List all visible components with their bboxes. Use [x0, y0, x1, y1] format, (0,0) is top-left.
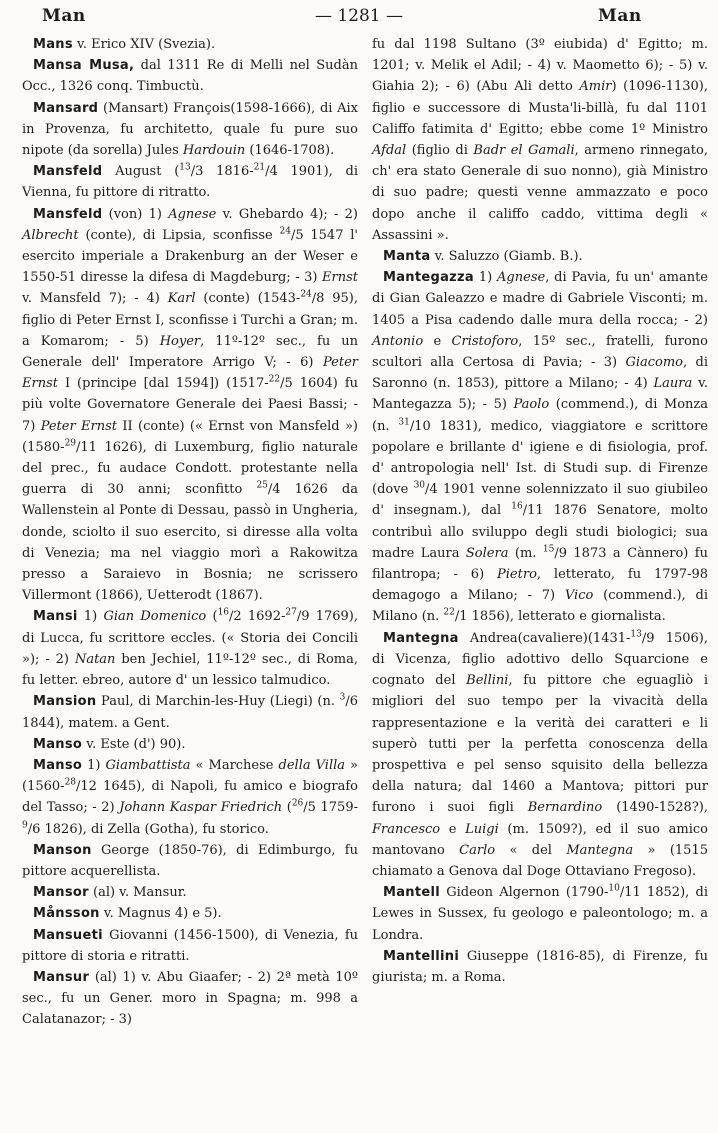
entry-headword: Mansion [33, 694, 97, 710]
entry-text: ( [282, 800, 292, 816]
entry-headword: Manso [33, 736, 83, 752]
entry-text: v. Este (d') 90). [82, 736, 186, 752]
italic-text: Albrecht [22, 227, 79, 243]
italic-text: Afdal [372, 143, 407, 159]
entry-headword: Mansfeld [33, 164, 103, 180]
italic-text: Bellini [466, 673, 509, 689]
entry-text: v. Mantegazza 5); - 5) [372, 376, 709, 413]
italic-text: Vico [564, 588, 594, 604]
dictionary-entry [22, 734, 358, 755]
dictionary-entry [22, 967, 358, 1031]
dictionary-entry [22, 691, 358, 733]
entry-text: /4 1626 da Wallenstein al Ponte di Dessau, passò in Ungheria, donde, sciolto il suo esercito, si diresse alla volta di Venezia; ma nel viaggio morì a Rakowitza presso a Saraievo in Bosnia; ne scrissero Villermont (1866), Uetterodt (1867). [22, 482, 358, 604]
entry-text: (Mansart) François(1598-1666), di Aix in Provenza, fu architetto, quale fu pure suo nipote (da sorella) Jules [22, 100, 358, 159]
entry-headword: Mantell [383, 885, 441, 901]
entry-text: (1646-1708). [245, 143, 335, 159]
entry-text: (m. 1509?), ed il suo amico mantovano [372, 821, 708, 858]
entry-text: v. Saluzzo (Giamb. B.). [430, 249, 583, 265]
entry-text: « Marchese [190, 757, 279, 773]
entry-text: e [423, 333, 452, 349]
entry-text: 1) [77, 609, 104, 625]
entry-text: v. Magnus 4) e 5). [99, 906, 222, 922]
italic-text: Natan [74, 651, 116, 667]
dictionary-entry [22, 755, 358, 840]
italic-text: Carlo [459, 842, 496, 858]
entry-headword: Mansa Musa, [33, 58, 135, 74]
dictionary-entry [22, 204, 358, 607]
entry-text: /3 1816- [190, 164, 254, 180]
entry-headword: Månsson [33, 906, 100, 922]
entry-text: v. Ghebardo 4); - 2) [216, 206, 358, 222]
entry-text: /6 1844), matem. a Gent. [22, 694, 358, 731]
entry-text: Andrea(cavaliere)(1431- [458, 630, 631, 646]
italic-text: Solera [465, 545, 509, 561]
entry-text: /9 1873 a Cànnero) fu filantropa; - 6) [372, 545, 708, 583]
entry-text: , di Pavia, fu un' amante di Gian Galeazzo e madre di Gabriele Visconti; m. 1405 a Pisa cadendo dalle mura della rocca; - 2) [372, 270, 708, 328]
entry-text: 1) [82, 757, 106, 773]
superscript: 13 [630, 629, 642, 640]
entry-headword: Manson [33, 842, 92, 858]
italic-text: Pietro [497, 567, 537, 583]
entry-text: « del [495, 842, 567, 858]
dictionary-entry [372, 246, 708, 267]
entry-text: August ( [102, 164, 180, 180]
dictionary-entry [372, 628, 708, 882]
entry-text: /4 1901), di Vienna, fu pittore di ritratto. [22, 164, 359, 201]
italic-text: Hoyer [159, 333, 201, 349]
entry-text: e [440, 821, 466, 837]
entry-text: , 11º-12º sec., fu un Generale dell' Imperatore Arrigo V; - 6) [22, 333, 358, 371]
italic-text: Karl [167, 291, 196, 307]
superscript: 9 [22, 820, 28, 831]
header-left-word: Man [42, 6, 86, 26]
entry-text: /12 1645), di Napoli, fu amico e biografo del Tasso; - 2) [22, 779, 358, 816]
italic-text: Badr el Gamali [473, 143, 575, 159]
entry-text: /4 1901 venne solennizzato il suo giubileo d' insegnam.), dal [372, 482, 708, 519]
entry-text: /9 1506), di Vicenza, figlio adottivo dello Squarcione e cognato del [372, 630, 708, 689]
italic-text: Ernst [322, 270, 358, 286]
entry-text: ) (1096-1130), figlio e successore di Musta'li-billà, fu dal 1101 Califfo fatimita d' Egitto; ebbe come 1º Ministro [372, 79, 708, 137]
italic-text: Amir [579, 79, 612, 95]
entry-headword: Mantegazza [383, 270, 474, 286]
entry-text: /6 1826), di Zella (Gotha), fu storico. [27, 821, 269, 837]
entry-text: (conte) (1543- [195, 291, 301, 307]
superscript: 13 [179, 162, 191, 173]
entry-headword: Mans [33, 37, 73, 52]
superscript: 28 [64, 777, 77, 788]
superscript: 30 [413, 480, 426, 491]
entry-text: /2 1692- [229, 609, 286, 625]
entry-headword: Mansueti [33, 927, 103, 943]
entry-text: ( [206, 609, 218, 625]
entry-text: Giuseppe (1816-85), di Firenze, fu giurista; m. a Roma. [372, 948, 708, 985]
entry-text: George (1850-76), di Edimburgo, fu pittore acquerellista. [22, 842, 358, 879]
entry-text: Paul, di Marchin-les-Huy (Liegi) (n. [96, 694, 340, 710]
entry-text: (commend.), di Monza (n. [372, 397, 708, 434]
entry-text: /8 95), figlio di Peter Ernst I, sconfisse i Turchi a Gran; m. a Komarom; - 5) [22, 291, 359, 349]
italic-text: Giambattista [105, 757, 191, 773]
italic-text: Bernardino [527, 800, 603, 816]
superscript: 22 [268, 374, 281, 385]
entry-text: /10 1831), medico, viaggiatore e scrittore popolare e brillante d' igiene e di fisiologia, prof. d' antropologia nell' Ist. di Studi sup. di Firenze (dove [372, 418, 708, 498]
entry-text: I (principe [dal 1594]) (1517- [57, 376, 269, 392]
italic-text: Peter Ernst [22, 355, 358, 392]
entry-text: /5 1759- [303, 800, 358, 816]
dictionary-entry [22, 98, 358, 162]
italic-text: Agnese [497, 270, 546, 286]
italic-text: Mantegna [566, 842, 634, 858]
italic-text: Laura [653, 376, 693, 392]
entry-text: (al) v. Mansur. [88, 885, 187, 901]
dictionary-entry [22, 606, 358, 691]
superscript: 26 [291, 798, 304, 809]
superscript: 27 [285, 608, 297, 619]
entry-text: » (1560- [22, 757, 359, 795]
entry-text: (al) 1) v. Abu Giaafer; - 2) 2ª metà 10º sec., fu un Gener. moro in Spagna; m. 998 a Calatanazor; - 3) [22, 969, 358, 1028]
entry-text: (conte), di Lipsia, sconfisse [78, 227, 280, 243]
dictionary-entry [372, 882, 708, 946]
entry-text: (commend.), di Milano (n. [372, 588, 708, 625]
page-number: — 1281 — [314, 6, 404, 26]
superscript: 21 [253, 162, 266, 173]
right-column [372, 34, 708, 988]
superscript: 16 [511, 502, 523, 513]
entry-text: Gideon Algernon (1790- [440, 885, 609, 901]
entry-headword: Manso [33, 757, 83, 773]
entry-text: v. Mansfeld 7); - 4) [22, 291, 168, 307]
dictionary-entry [22, 925, 358, 967]
entry-headword: Mantellini [383, 948, 460, 964]
entry-headword: Mansfeld [33, 206, 103, 222]
italic-text: Agnese [168, 206, 217, 222]
entry-text: dal 1311 Re di Melli nel Sudàn Occ., 1326 conq. Timbuctù. [22, 58, 358, 95]
entry-text: (figlio di [406, 143, 474, 159]
italic-text: Paolo [513, 397, 550, 413]
superscript: 10 [608, 883, 620, 894]
entry-headword: Mansur [33, 969, 90, 985]
superscript: 24 [300, 290, 312, 301]
entry-headword: Manta [383, 249, 431, 265]
entry-text: /5 1604) fu più volte Governatore Generale dei Paesi Bassi; - 7) [22, 376, 358, 434]
entry-headword: Mantegna [383, 630, 459, 646]
entry-text: /11 1626), di Luxemburg, figlio naturale del prec., fu audace Condott. protestante nella guerra di 30 anni; sconfitto [22, 439, 358, 498]
dictionary-entry [372, 946, 708, 988]
italic-text: Hardouin [182, 143, 246, 159]
dictionary-entry [22, 55, 358, 97]
entry-text: /11 1876 Senatore, molto contribuì allo sviluppo degli studi biologici; sua madre Laura [372, 503, 708, 561]
entry-text: fu dal 1198 Sultano (3º eiubida) d' Egitto; m. 1201; v. Melik el Adil; - 4) v. Maometto 6); - 5) v. Giahia 2); - 6) (Abu Ali detto [372, 37, 708, 95]
entry-text: (m. [508, 545, 543, 561]
dictionary-entry [22, 882, 358, 903]
superscript: 16 [217, 608, 230, 619]
entry-text: , di Saronno (n. 1853), pittore a Milano; - 4) [372, 355, 708, 392]
entry-text: » (1515 chiamato a Genova dal Doge Ottaviano Fregoso). [372, 842, 708, 879]
italic-text: Antonio [372, 333, 424, 349]
italic-text: Cristoforo [451, 333, 519, 349]
entry-headword: Mansor [33, 885, 89, 901]
italic-text: Francesco [372, 821, 441, 837]
entry-text: , 15º sec., fratelli, furono scultori alla Certosa di Pavia; - 3) [372, 333, 708, 371]
entry-headword: Mansi [33, 609, 78, 625]
entry-text: /5 1547 l' esercito imperiale a Drakenburg an der Weser e 1550-51 diresse la difesa di Magdeburg; - 3) [22, 227, 358, 286]
page-header [0, 2, 718, 30]
entry-text: Giovanni (1456-1500), di Venezia, fu pittore di storia e ritratti. [22, 927, 358, 964]
entry-text: /11 1852), di Lewes in Sussex, fu geologo e paleontologo; m. a Londra. [372, 885, 708, 943]
entry-text: , letterato, fu 1797-98 demagogo a Milano; - 7) [372, 567, 708, 604]
entry-text: , fu pittore che eguagliò i migliori del suo tempo per la vivacità della rappresentazione e la verità dei caratteri e li superò tutti per la perfetta conoscenza della prospettiva e pel senso squisito della bellezza della natura; dal 1460 a Mantova; pittori pur furono i suoi figli [372, 673, 708, 816]
entry-continuation [372, 34, 708, 246]
italic-text: Luigi [465, 821, 499, 837]
italic-text: Gian Domenico [103, 609, 207, 625]
superscript: 15 [542, 544, 555, 555]
entry-text: (1490-1528?), [602, 800, 708, 816]
entry-headword: Mansard [33, 100, 99, 116]
header-right-word: Man [598, 6, 642, 26]
entry-text: (von) 1) [102, 206, 169, 222]
dictionary-entry [22, 840, 358, 882]
italic-text: Johann Kaspar Friedrich [119, 800, 283, 816]
superscript: 3 [339, 692, 346, 703]
entry-text: II (conte) (« Ernst von Mansfeld ») (1580- [22, 418, 358, 455]
superscript: 24 [279, 226, 291, 237]
dictionary-entry [372, 267, 708, 627]
italic-text: Peter Ernst [40, 418, 118, 434]
superscript: 31 [398, 417, 410, 428]
entry-text: /9 1769), di Lucca, fu scrittore eccles. (« Storia dei Concili »); - 2) [22, 609, 358, 667]
dictionary-entry [22, 161, 358, 203]
left-column [22, 34, 358, 1031]
superscript: 29 [64, 438, 77, 449]
dictionary-entry [22, 903, 358, 924]
entry-text: ben Jechiel, 11º-12º sec., di Roma, fu letter. ebreo, autore d' un lessico talmudico. [22, 651, 358, 689]
superscript: 25 [256, 480, 268, 491]
entry-text: 1) [473, 270, 498, 286]
dictionary-entry [22, 34, 358, 55]
entry-text: v. Erico XIV (Svezia). [72, 37, 216, 52]
italic-text: Giacomo [625, 355, 683, 371]
superscript: 22 [443, 608, 455, 619]
italic-text: della Villa [278, 757, 346, 773]
entry-text: /1 1856), letterato e giornalista. [454, 609, 666, 625]
entry-text: , armeno rinnegato, ch' era stato Generale di suo nonno), già Ministro di suo padre; questi venne ammazzato e poco dopo anche il califfo caddo, vittima degli « Assassini ». [372, 143, 708, 243]
